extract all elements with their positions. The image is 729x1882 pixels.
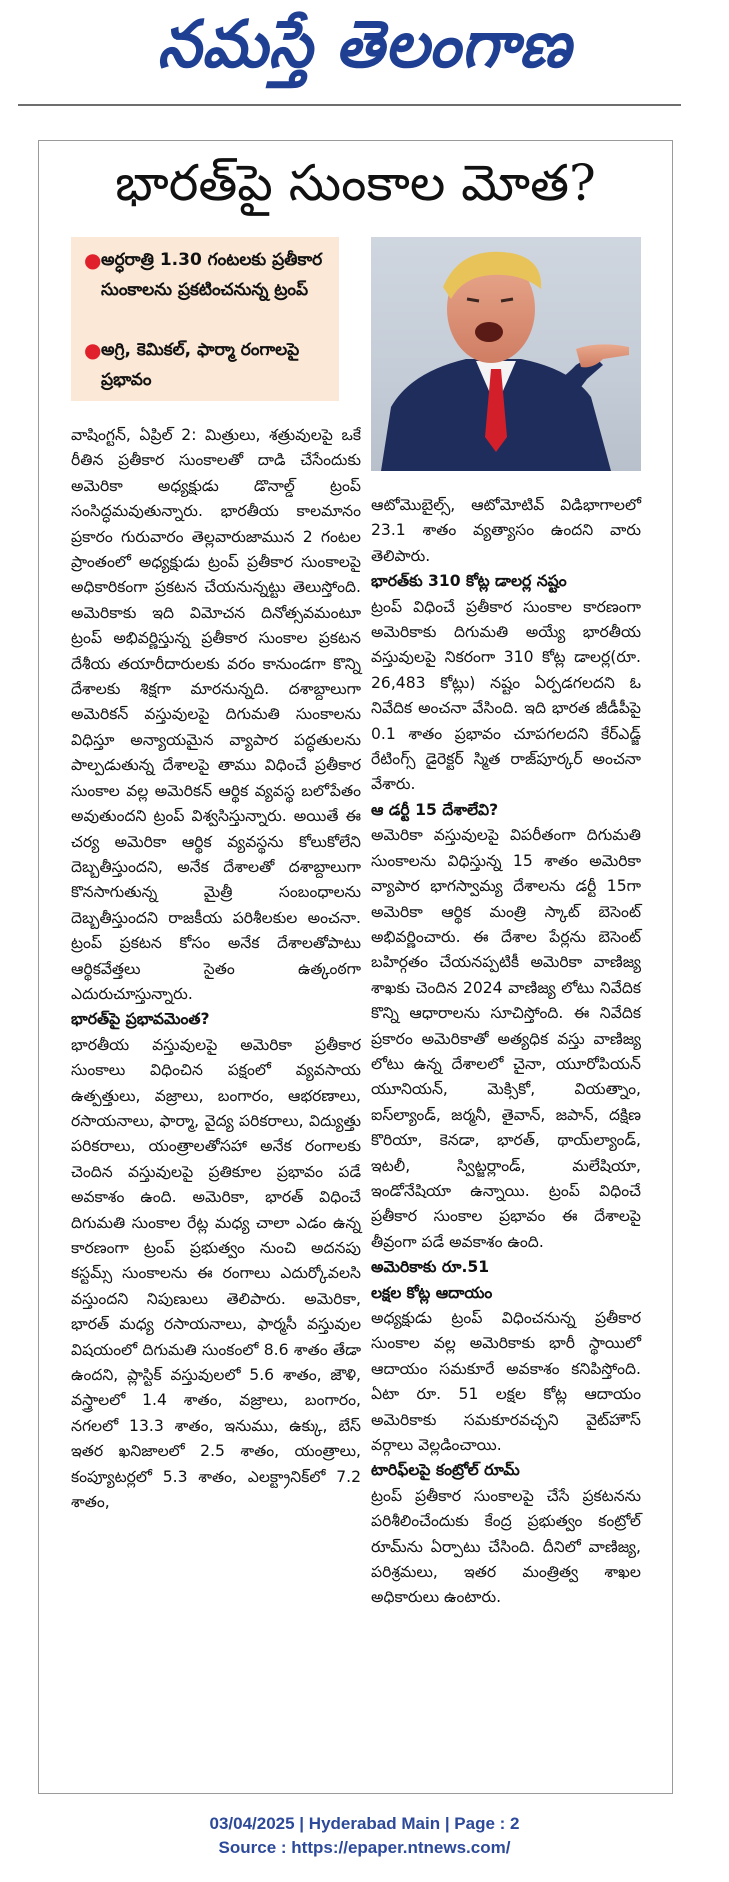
highlight-item bbox=[84, 245, 335, 305]
bullet-icon: ● bbox=[84, 338, 102, 362]
trump-photo bbox=[371, 237, 641, 471]
subheading: భారత్‌పై ప్రభావమెంత? bbox=[71, 1010, 210, 1029]
body-paragraph: ఆటోమొబైల్స్‌, ఆటోమోటివ్‌ విడిభాగాలలో 23.1 శాతం వ్యత్యాసం ఉందని వారు తెలిపారు. bbox=[371, 496, 641, 565]
article-clipping bbox=[38, 140, 673, 1794]
article-right-column bbox=[371, 493, 641, 1611]
body-paragraph: ట్రంప్‌ ప్రతీకార సుంకాలపై చేసే ప్రకటనను పరిశీలించేందుకు కేంద్ర ప్రభుత్వం కంట్రోల్‌ రూమ్‌ను ఏర్పాటు చేసింది. దీనిలో వాణిజ్య, పరిశ్రమలు, ఇతర మంత్రిత్వ శాఖల అధికారులు ఉంటారు. bbox=[371, 1486, 641, 1607]
subheading: ఆ డర్టీ 15 దేశాలేవి? bbox=[371, 800, 499, 819]
masthead bbox=[0, 0, 729, 104]
subheading: అమెరికాకు రూ.51 bbox=[371, 1258, 490, 1277]
masthead-divider bbox=[18, 104, 681, 106]
trump-pointing-image bbox=[371, 237, 641, 471]
body-paragraph: ట్రంప్‌ విధించే ప్రతీకార సుంకాల కారణంగా అమెరికాకు దిగుమతి అయ్యే భారతీయ వస్తువులపై నికరంగా 310 కోట్ల డాలర్ల(రూ. 26,483 కోట్లు) నష్టం ఏర్పడగలదని ఓ నివేదిక అంచనా వేసింది. ఇది భారత జీడీపీపై 0.1 శాతం ప్రభావం చూపగలదని కేర్‌ఎడ్జ్‌ రేటింగ్స్‌ డైరెక్టర్‌ స్మిత రాజ్‌పూర్కర్‌ అంచనా వేశారు. bbox=[371, 597, 641, 794]
body-paragraph: అమెరికా వస్తువులపై విపరీతంగా దిగుమతి సుంకాలను విధిస్తున్న 15 శాతం అమెరికా వ్యాపార భాగస్వామ్య దేశాలను డర్టీ 15గా అమెరికా ఆర్థిక మంత్రి స్కాట్‌ బెసెంట్‌ అభివర్ణించారు. ఈ దేశాల పేర్లను బెసెంట్‌ బహిర్గతం చేయనప్పటికీ అమెరికా వాణిజ్య శాఖకు చెందిన 2024 వాణిజ్య లోటు నివేదిక కొన్ని ఆధారాలను సూచిస్తోంది. ఈ నివేదిక ప్రకారం అమెరికాతో అత్యధిక వస్తు వాణిజ్య లోటు ఉన్న దేశాలలో చైనా, యూరోపియన్‌ యూనియన్‌, మెక్సికో, వియత్నాం, ఐస్‌ల్యాండ్‌, జర్మనీ, తైవాన్‌, జపాన్‌, దక్షిణ కొరియా, కెనడా, భారత్‌, థాయ్‌ల్యాండ్‌, ఇటలీ, స్విట్జర్లాండ్‌, మలేషియా, ఇండోనేషియా ఉన్నాయి. ట్రంప్‌ విధించే ప్రతీకార సుంకాల ప్రభావం ఈ దేశాలపై తీవ్రంగా పడే అవకాశం ఉంది. bbox=[371, 826, 641, 1251]
article-left-column bbox=[71, 423, 361, 1515]
subheading: భారత్‌కు 310 కోట్ల డాలర్ల నష్టం bbox=[371, 572, 567, 591]
article-headline: భారత్‌పై సుంకాల మోత? bbox=[115, 154, 596, 212]
source-url: Source : https://epaper.ntnews.com/ bbox=[218, 1838, 511, 1857]
highlight-text: అర్ధరాత్రి 1.30 గంటలకు ప్రతీకార సుంకాలను ప్రకటించనున్న ట్రంప్ bbox=[101, 250, 323, 300]
highlights-box bbox=[71, 237, 339, 401]
body-paragraph: వాషింగ్టన్‌, ఏప్రిల్‌ 2: మిత్రులు, శత్రువులపై ఒకే రీతిన ప్రతీకార సుంకాలతో దాడి చేసేందుకు అమెరికా అధ్యక్షుడు డొనాల్డ్‌ ట్రంప్‌ సంసిద్ధమవుతున్నారు. భారతీయ కాలమానం ప్రకారం గురువారం తెల్లవారుజామున 2 గంటల ప్రాంతంలో అధ్యక్షుడు ట్రంప్‌ ప్రతీకార సుంకాలపై అధికారికంగా ప్రకటన చేయనున్నట్టు తెలుస్తోంది. అమెరికాకు ఇది విమోచన దినోత్సవమంటూ ట్రంప్‌ అభివర్ణిస్తున్న ప్రతీకార సుంకాల ప్రకటన దేశీయ తయారీదారులకు వరం కానుండగా కొన్ని దేశాలకు శిక్షగా మారనున్నది. దశాబ్దాలుగా అమెరికన్‌ వస్తువులపై దిగుమతి సుంకాలను విధిస్తూ అన్యాయమైన వ్యాపార పద్ధతులను పాల్పడుతున్న దేశాలపై తాము విధించే ప్రతీకార సుంకాల వల్ల అమెరికన్‌ ఆర్థిక వ్యవస్థ బలోపేతం అవుతుందని ట్రంప్‌ విశ్వసిస్తున్నారు. అయితే ఈ చర్య అమెరికా ఆర్థిక వ్యవస్థను కోలుకోలేని దెబ్బతీస్తుందని, అనేక దేశాలతో దశాబ్దాలుగా కొనసాగుతున్న మైత్రీ సంబంధాలను దెబ్బతీస్తుందని రాజకీయ పరిశీలకుల అంచనా. ట్రంప్‌ ప్రకటన కోసం అనేక దేశాలతోపాటు ఆర్థికవేత్తలు సైతం ఉత్కంఠగా ఎదురుచూస్తున్నారు. bbox=[71, 426, 361, 1003]
bullet-icon: ● bbox=[84, 248, 102, 272]
highlight-text: అగ్రి, కెమికల్‌, ఫార్మా రంగాలపై ప్రభావం bbox=[101, 340, 300, 390]
page-footer bbox=[0, 1812, 729, 1860]
subheading: లక్షల కోట్ల ఆదాయం bbox=[371, 1283, 493, 1302]
highlight-item bbox=[84, 335, 335, 395]
masthead-logo: నమస్తే తెలంగాణ bbox=[157, 5, 572, 83]
subheading: టారిఫ్‌లపై కంట్రోల్‌ రూమ్‌ bbox=[371, 1461, 520, 1480]
edition-info: 03/04/2025 | Hyderabad Main | Page : 2 bbox=[209, 1814, 520, 1833]
body-paragraph: భారతీయ వస్తువులపై అమెరికా ప్రతీకార సుంకాలు విధించిన పక్షంలో వ్యవసాయ ఉత్పత్తులు, వజ్రాలు, బంగారం, ఆభరణాలు, రసాయనాలు, ఫార్మా, వైద్య పరికరాలు, విద్యుత్తు పరికరాలు, యంత్రాలతోసహా అనేక రంగాలకు చెందిన వస్తువులపై ప్రతికూల ప్రభావం పడే అవకాశం ఉంది. అమెరికా, భారత్‌ విధించే దిగుమతి సుంకాల రేట్ల మధ్య చాలా ఎడం ఉన్న కారణంగా ట్రంప్‌ ప్రభుత్వం నుంచి అదనపు కస్టమ్స్‌ సుంకాలను ఈ రంగాలు ఎదుర్కోవలసి వస్తుందని నిపుణులు తెలిపారు. అమెరికా, భారత్‌ మధ్య రసాయనాలు, ఫార్మసీ వస్తువుల విషయంలో దిగుమతి సుంకంలో 8.6 శాతం తేడా ఉందని, ప్లాస్టిక్‌ వస్తువులలో 5.6 శాతం, జౌళి, వస్త్రాలలో 1.4 శాతం, వజ్రాలు, బంగారం, నగలలో 13.3 శాతం, ఇనుము, ఉక్కు, బేస్‌ ఇతర ఖనిజాలలో 2.5 శాతం, యంత్రాలు, కంప్యూటర్లలో 5.3 శాతం, ఎలక్ట్రానిక్‌లో 7.2 శాతం, bbox=[71, 1035, 361, 1512]
body-paragraph: అధ్యక్షుడు ట్రంప్‌ విధించనున్న ప్రతీకార సుంకాల వల్ల అమెరికాకు భారీ స్థాయిలో ఆదాయం సమకూరే అవకాశం కనిపిస్తోంది. ఏటా రూ. 51 లక్షల కోట్ల ఆదాయం అమెరికాకు సమకూరవచ్చని వైట్‌హౌస్‌ వర్గాలు వెల్లడించాయి. bbox=[371, 1309, 641, 1455]
